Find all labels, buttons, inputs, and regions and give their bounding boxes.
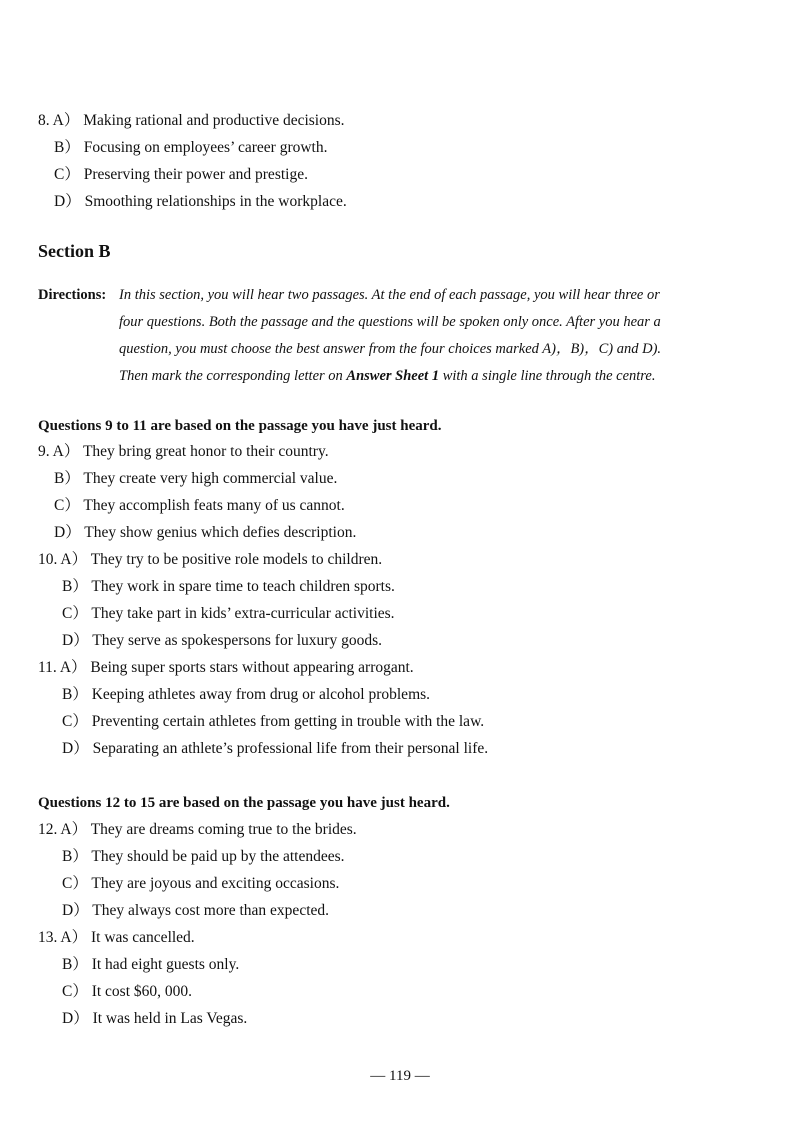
question-number: 12. [38, 821, 58, 838]
question-13-option-d: D） It was held in Las Vegas. [62, 1010, 248, 1027]
page-number: — 119 — [370, 1068, 430, 1084]
question-9-option-a [38, 442, 329, 462]
question-number: 8. [38, 112, 50, 129]
question-8-option-b: B） Focusing on employees’ career growth. [54, 139, 328, 156]
directions-line-1: In this section, you will hear two passages. At the end of each passage, you will hear three or [119, 287, 660, 303]
question-number: 10. [38, 551, 58, 568]
question-10-option-b: B） They work in spare time to teach children sports. [62, 578, 395, 595]
directions-label: Directions: [38, 287, 107, 303]
question-10-option-d: D） They serve as spokespersons for luxury goods. [62, 632, 382, 649]
question-10-option-a [38, 550, 382, 570]
directions-line-4-start: Then mark the corresponding letter on [119, 368, 343, 384]
question-11-option-c: C） Preventing certain athletes from getting in trouble with the law. [62, 713, 485, 730]
question-12-option-a [38, 820, 357, 840]
option-text: A） They are dreams coming true to the brides. [60, 821, 357, 838]
directions-line-3: question, you must choose the best answer from the four choices marked A)，B)，C) and D). [119, 341, 662, 357]
directions-line-2: four questions. Both the passage and the questions will be spoken only once. After you hear a [119, 314, 661, 330]
question-10-option-c: C） They take part in kids’ extra-curricular activities. [62, 605, 395, 622]
question-9-option-d: D） They show genius which defies description. [54, 524, 357, 541]
section-title: Section B [38, 241, 111, 261]
question-11-option-b: B） Keeping athletes away from drug or alcohol problems. [62, 686, 431, 703]
question-12-option-c: C） They are joyous and exciting occasions. [62, 875, 340, 892]
option-text: A） It was cancelled. [60, 929, 195, 946]
group-1-heading: Questions 9 to 11 are based on the passage you have just heard. [38, 418, 442, 434]
question-9-option-c: C） They accomplish feats many of us cannot. [54, 497, 345, 514]
question-8-option-c: C） Preserving their power and prestige. [54, 166, 308, 183]
directions-line-4-end: with a single line through the centre. [442, 368, 656, 384]
option-text: A） Making rational and productive decisions. [52, 112, 345, 129]
group-2-heading: Questions 12 to 15 are based on the passage you have just heard. [38, 795, 450, 811]
option-text: A） They try to be positive role models to children. [60, 551, 383, 568]
question-11-option-d: D） Separating an athlete’s professional life from their personal life. [62, 740, 489, 757]
question-number: 13. [38, 929, 58, 946]
question-number: 9. [38, 443, 50, 460]
question-11-option-a [38, 658, 414, 678]
question-8-option-a [38, 111, 345, 131]
question-8-option-d: D） Smoothing relationships in the workplace. [54, 193, 347, 210]
option-text: A） Being super sports stars without appearing arrogant. [59, 659, 414, 676]
answer-sheet-label: Answer Sheet 1 [346, 368, 440, 384]
question-13-option-b: B） It had eight guests only. [62, 956, 240, 973]
question-9-option-b: B） They create very high commercial value. [54, 470, 338, 487]
option-text: A） They bring great honor to their country. [52, 443, 329, 460]
question-number: 11. [38, 659, 57, 676]
directions-line-4 [119, 363, 655, 390]
question-13-option-a [38, 928, 195, 948]
question-12-option-b: B） They should be paid up by the attendees. [62, 848, 345, 865]
question-13-option-c: C） It cost $60, 000. [62, 983, 193, 1000]
question-12-option-d: D） They always cost more than expected. [62, 902, 330, 919]
